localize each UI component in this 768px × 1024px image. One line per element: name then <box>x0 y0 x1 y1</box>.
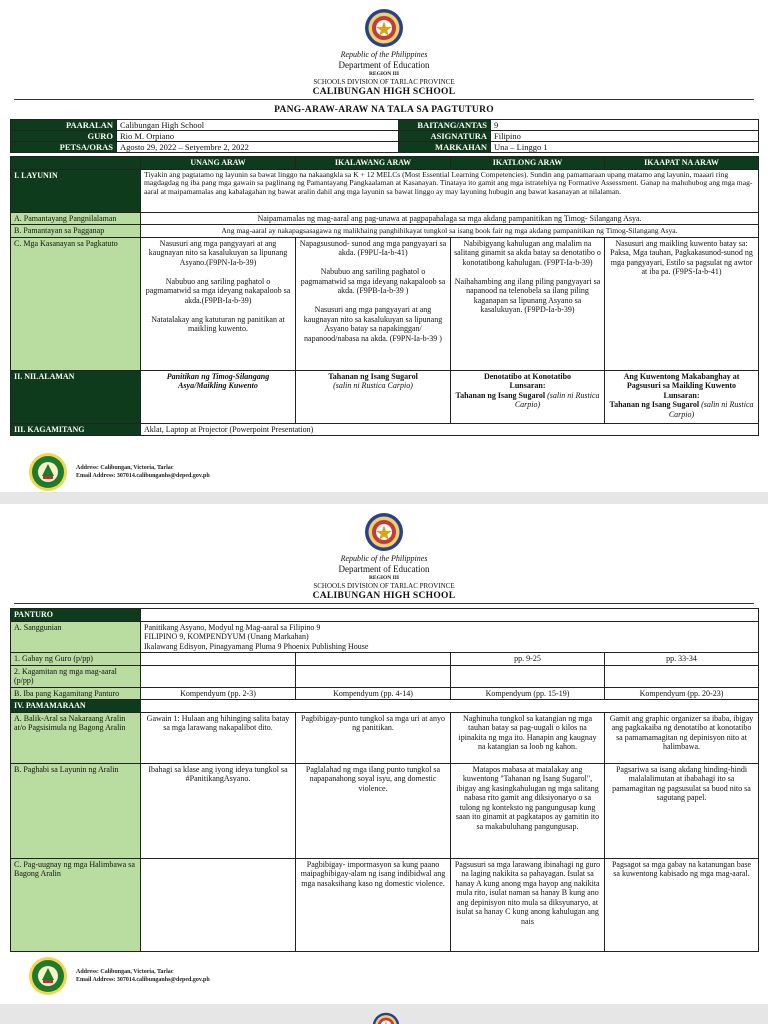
pamantayang-pangnilalaman-label: A. Pamantayang Pangnilalaman <box>11 212 141 225</box>
kasanayan-d3-item: Naihahambing ang ilang piling pangyayari sa napanood na telenobela sa ilang piling kaganapan sa lipunang Asyano sa kasalukuyan. (F9PD-Ia-b-39) <box>454 276 601 314</box>
paghabi-label: B. Paghabi sa Layunin ng Aralin <box>11 763 141 858</box>
kasanayan-d2-item: Nabubuo ang sariling paghatol o pagmamatwid sa mga ideyang nakapaloob sa akda. (F9PB-Ia-b-39 ) <box>300 267 446 295</box>
days-header-row <box>11 157 759 170</box>
paguugnay-day-4: Pagsagot sa mga gabay na katanungan base sa kuwentong kabisado ng mga mag-aaral. <box>605 858 759 951</box>
nilalaman-d4-sub: Lunsaran: <box>663 390 700 400</box>
gabay-day-3: pp. 9-25 <box>451 653 605 666</box>
panturo-label: PANTURO <box>11 609 141 622</box>
nilalaman-d4-title: Ang Kuwentong Makabanghay at Pagsusuri sa Maikling Kuwento <box>623 371 740 390</box>
paguugnay-label: C. Pag-uugnay ng mga Halimbawa sa Bagong Aralin <box>11 858 141 951</box>
division-text: SCHOOLS DIVISION OF TARLAC PROVINCE <box>313 78 455 86</box>
paguugnay-day-3: Pagsusuri sa mga larawang ibinahagi ng guro na laging nakikita sa pahayagan. Isulat sa hanay A kung anong mga hayop ang nakikita mula rito, isulat naman sa hanay B kung ano ang depinisyon nito mula sa diksyunaryo, at isulat sa hanay C kung anong kahulugan ang nais <box>451 858 605 951</box>
kasanayan-day-2 <box>296 237 451 370</box>
kasanayan-day-1 <box>141 237 296 370</box>
kasanayan-label: C. Mga Kasanayan sa Pagkatuto <box>11 237 141 370</box>
footer-address: Address: Calibungan, Victoria, Tarlac <box>76 969 174 975</box>
sanggunian-line: Panitikang Asyano, Modyul ng Mag-aaral sa Filipino 9 <box>144 622 321 632</box>
paghabi-day-4: Pagsariwa sa isang akdang hinding-hindi malalalimutan at ibabahagi ito sa pamamagitan ng pagsusulat sa buod nito sa sagutang papel. <box>605 763 759 858</box>
balik-day-4: Gamit ang graphic organizer sa ibaba, ibigay ang pagkakaiba ng denotatibo at konotatibo sa pamamamagitan ng depinisyon nito at halimbawa. <box>605 712 759 763</box>
kasanayan-d2-item: Nasusuri ang mga pangyayari at ang kaugnayan nito sa kasalukuyan sa lipunang Asyano batay sa napakinggan/ napanood/nabasa na akda. (F9PN-Ia-b-39 ) <box>303 305 443 343</box>
kasanayan-day-4 <box>605 237 759 370</box>
iba-day-4: Kompendyum (pp. 20-23) <box>605 687 759 700</box>
page-footer <box>28 956 210 996</box>
pamantayan-sa-pagganap-label: B. Pamantayan sa Pagganap <box>11 225 141 238</box>
day-3-header: IKATLONG ARAW <box>451 157 605 170</box>
school-name: CALIBUNGAN HIGH SCHOOL <box>312 87 456 97</box>
day-4-header: IKAAPAT NA ARAW <box>605 157 759 170</box>
iba-day-2: Kompendyum (pp. 4-14) <box>296 687 451 700</box>
info-table <box>10 119 759 153</box>
footer-email: Email Address: 307014.calibunganhs@deped.gov.ph <box>76 977 210 983</box>
school-logo-icon <box>28 956 68 996</box>
gabay-day-1 <box>141 653 296 666</box>
letterhead <box>0 504 768 604</box>
paguugnay-day-1 <box>141 858 296 951</box>
kasanayan-d4-item: Nasusuri ang maikling kuwento batay sa: Paksa, Mga tauhan, Pagkakasunod-sunod ng mga pangyayari, Estilo sa pagsulat ng awtor at iba pa. (F9PS-Ia-b-41) <box>610 238 753 276</box>
paaralan-value: Calibungan High School <box>117 120 399 131</box>
markahan-value: Una – Linggo 1 <box>491 142 759 153</box>
region-text: REGION III <box>368 575 400 581</box>
guro-label: GURO <box>11 131 117 142</box>
kagamitang-label: III. KAGAMITANG <box>11 423 141 436</box>
lesson-plan-table-1 <box>10 156 759 436</box>
sanggunian-line: Ikalawang Edisyon, Pinagyamang Pluma 9 Phoenix Publishing House <box>144 641 369 651</box>
nilalaman-day-2 <box>296 370 451 423</box>
iba-day-3: Kompendyum (pp. 15-19) <box>451 687 605 700</box>
kasanayan-d3-item: Nabibigyang kahulugan ang malalim na salitang ginamit sa akda batay sa denotatibo o konotatibong kahulugan. (F9PT-Ia-b-39) <box>454 238 601 267</box>
balik-day-1: Gawain 1: Hulaan ang hihinging salita batay sa mga larawang nakapalibot dito. <box>141 712 296 763</box>
school-logo-icon <box>28 452 68 492</box>
paghabi-day-1: Ibahagi sa klase ang iyong ideya tungkol sa #PanitikangAsyano. <box>141 763 296 858</box>
nilalaman-d3-title: Denotatibo at Konotatibo <box>483 371 572 381</box>
school-name: CALIBUNGAN HIGH SCHOOL <box>312 591 456 601</box>
paghabi-day-2: Paglalahad ng mga ilang punto tungkol sa napapanahong soyal isyu, ang domestic violence. <box>296 763 451 858</box>
markahan-label: MARKAHAN <box>399 142 491 153</box>
header-divider <box>14 99 754 100</box>
nilalaman-d4-note: (salin ni Rustica Carpio) <box>668 400 754 419</box>
page-gap <box>0 492 768 504</box>
sanggunian-text <box>141 621 759 653</box>
asignatura-value: Filipino <box>491 131 759 142</box>
kasanayan-d1-item: Natatalakay ang katuturan ng panitikan at maikling kuwento. <box>151 314 285 333</box>
pamantayang-pangnilalaman-text: Naipamamalas ng mag-aaral ang pag-unawa at pagpapahalaga sa mga akdang pampanitikan ng Timog- Silangang Asya. <box>141 212 759 225</box>
document-page-1 <box>0 0 768 492</box>
nilalaman-day-3 <box>451 370 605 423</box>
nilalaman-d3-note: (salin ni Rustica Carpio) <box>514 390 600 409</box>
asignatura-label: ASIGNATURA <box>399 131 491 142</box>
nilalaman-d3-sub: Lunsaran: <box>509 381 546 390</box>
paaralan-label: PAARALAN <box>11 120 117 131</box>
balik-day-2: Pagbibigay-punto tungkol sa mga uri at anyo ng panitikan. <box>296 712 451 763</box>
nilalaman-day-1: Panitikan ng Timog-Silangang Asya/Maikling Kuwento <box>141 370 296 423</box>
pamantayan-sa-pagganap-text: Ang mag-aaral ay nakapagsasagawa ng malikhaing panghihikayat tungkol sa isang book fair ng mga akdang pampanitikan ng Timog-Silangang Asya. <box>141 225 759 238</box>
deped-seal-icon <box>364 8 404 48</box>
pamamaraan-label: IV. PAMAMARAAN <box>11 700 141 713</box>
nilalaman-label: II. NILALAMAN <box>11 370 141 423</box>
gabay-label: 1. Gabay ng Guro (p/pp) <box>11 653 141 666</box>
gabay-day-4: pp. 33-34 <box>605 653 759 666</box>
kasanayan-d2-item: Napagsusunod- sunod ang mga pangyayari sa akda. (F9PU-Ia-b-41) <box>299 238 447 257</box>
baitang-value: 9 <box>491 120 759 131</box>
nilalaman-d3-story: Tahanan ng Isang Sugarol <box>455 390 546 400</box>
nilalaman-d2-note: (salin ni Rustica Carpio) <box>333 381 413 390</box>
kasanayan-d1-item: Nabubuo ang sariling paghatol o pagmamatwid sa mga ideyang nakapaloob sa akda.(F9PB-Ia-b-39) <box>145 276 291 305</box>
republic-text: Republic of the Philippines <box>340 50 428 59</box>
division-text: SCHOOLS DIVISION OF TARLAC PROVINCE <box>313 582 455 590</box>
department-text: Department of Education <box>338 564 430 574</box>
region-text: REGION III <box>368 71 400 77</box>
guro-value: Rio M. Orpiano <box>117 131 399 142</box>
sanggunian-line: FILIPINO 9, KOMPENDYUM (Unang Markahan) <box>144 632 309 641</box>
department-text: Department of Education <box>338 60 430 70</box>
layunin-label: I. LAYUNIN <box>11 169 141 212</box>
nilalaman-d4-story: Tahanan ng Isang Sugarol <box>609 400 700 409</box>
kasanayan-day-3 <box>451 237 605 370</box>
document-title: PANG-ARAW-ARAW NA TALA SA PAGTUTURO <box>274 105 494 115</box>
sanggunian-label: A. Sanggunian <box>11 621 141 653</box>
layunin-text: Tiyakin ang pagtatamo ng layunin sa bawat linggo na nakaangkla sa K + 12 MELCs (Most Essential Learning Competencies). Sundin ang pamamaraan upang matamo ang layunin, maaari ring magdagdag ng iba pang mga gawain sa paglinang ng Pamantayang Pangkaalaman at Kasanayan. Tinataya ito gamit ang mga istratehiya ng Formative Assessment. Ganap na mahuhubog ang mga mag-aaral at maipamamalas ang kabalagahan ng bawat aralin dahil ang mga layunin sa bawat linggo ay may layuning hubugin ang bawat kasanayan at nilalaman. <box>141 169 759 212</box>
paghabi-day-3: Matapos mabasa at matalakay ang kuwentong "Tahanan ng Isang Sugarol", ibigay ang kasingkahulugan ng mga salitang nabasa rito gamit ang diksiyonaryo o sa tulong ng konteksto ng pangungusap kung saan ito ginamit at pagkatapos ay gamitin ito sa makabuluhang pangungusap. <box>451 763 605 858</box>
petsa-label: PETSA/ORAS <box>11 142 117 153</box>
next-page-seal-icon <box>372 1012 400 1024</box>
footer-email: Email Address: 307014.calibunganhs@deped.gov.ph <box>76 473 210 479</box>
nilalaman-day-4 <box>605 370 759 423</box>
document-page-2 <box>0 504 768 1004</box>
baitang-label: BAITANG/ANTAS <box>399 120 491 131</box>
balik-day-3: Naghinuha tungkol sa katangian ng mga tauhan batay sa pag-uugali o kilos na ipinakita ng mga ito. Hanapin ang kaugnay na katangian sa loob ng kahon. <box>451 712 605 763</box>
gabay-day-2 <box>296 653 451 666</box>
day-1-header: UNANG ARAW <box>141 157 296 170</box>
day-2-header: IKALAWANG ARAW <box>296 157 451 170</box>
lesson-plan-table-2 <box>10 608 759 952</box>
iba-label: B. Iba pang Kagamitang Panturo <box>11 687 141 700</box>
letterhead <box>0 0 768 100</box>
kagamitan-label: 2. Kagamitan ng mga mag-aaral (p/pp) <box>11 665 141 687</box>
petsa-value: Agosto 29, 2022 – Setyembre 2, 2022 <box>117 142 399 153</box>
republic-text: Republic of the Philippines <box>340 554 428 563</box>
header-divider <box>14 603 754 604</box>
footer-address: Address: Calibungan, Victoria, Tarlac <box>76 465 174 471</box>
balik-label: A. Balik-Aral sa Nakaraang Aralin at/o Pagsisimula ng Bagong Aralin <box>11 712 141 763</box>
kagamitang-text: Aklat, Laptop at Projector (Powerpoint Presentation) <box>141 423 759 436</box>
page-footer <box>28 452 210 492</box>
nilalaman-d2-title: Tahanan ng Isang Sugarol <box>328 371 418 381</box>
deped-seal-icon <box>364 512 404 552</box>
iba-day-1: Kompendyum (pp. 2-3) <box>141 687 296 700</box>
kasanayan-d1-item: Nasusuri ang mga pangyayari at ang kaugnayan nito sa kasalukuyan sa lipunang Asyano.(F9PN-Ia-b-39) <box>148 238 288 267</box>
paguugnay-day-2: Pagbibigay- impormasyon sa kung paano maipagbibigay-alam ng isang indibidwal ang mga nasaksihang kaso ng domestic violence. <box>296 858 451 951</box>
